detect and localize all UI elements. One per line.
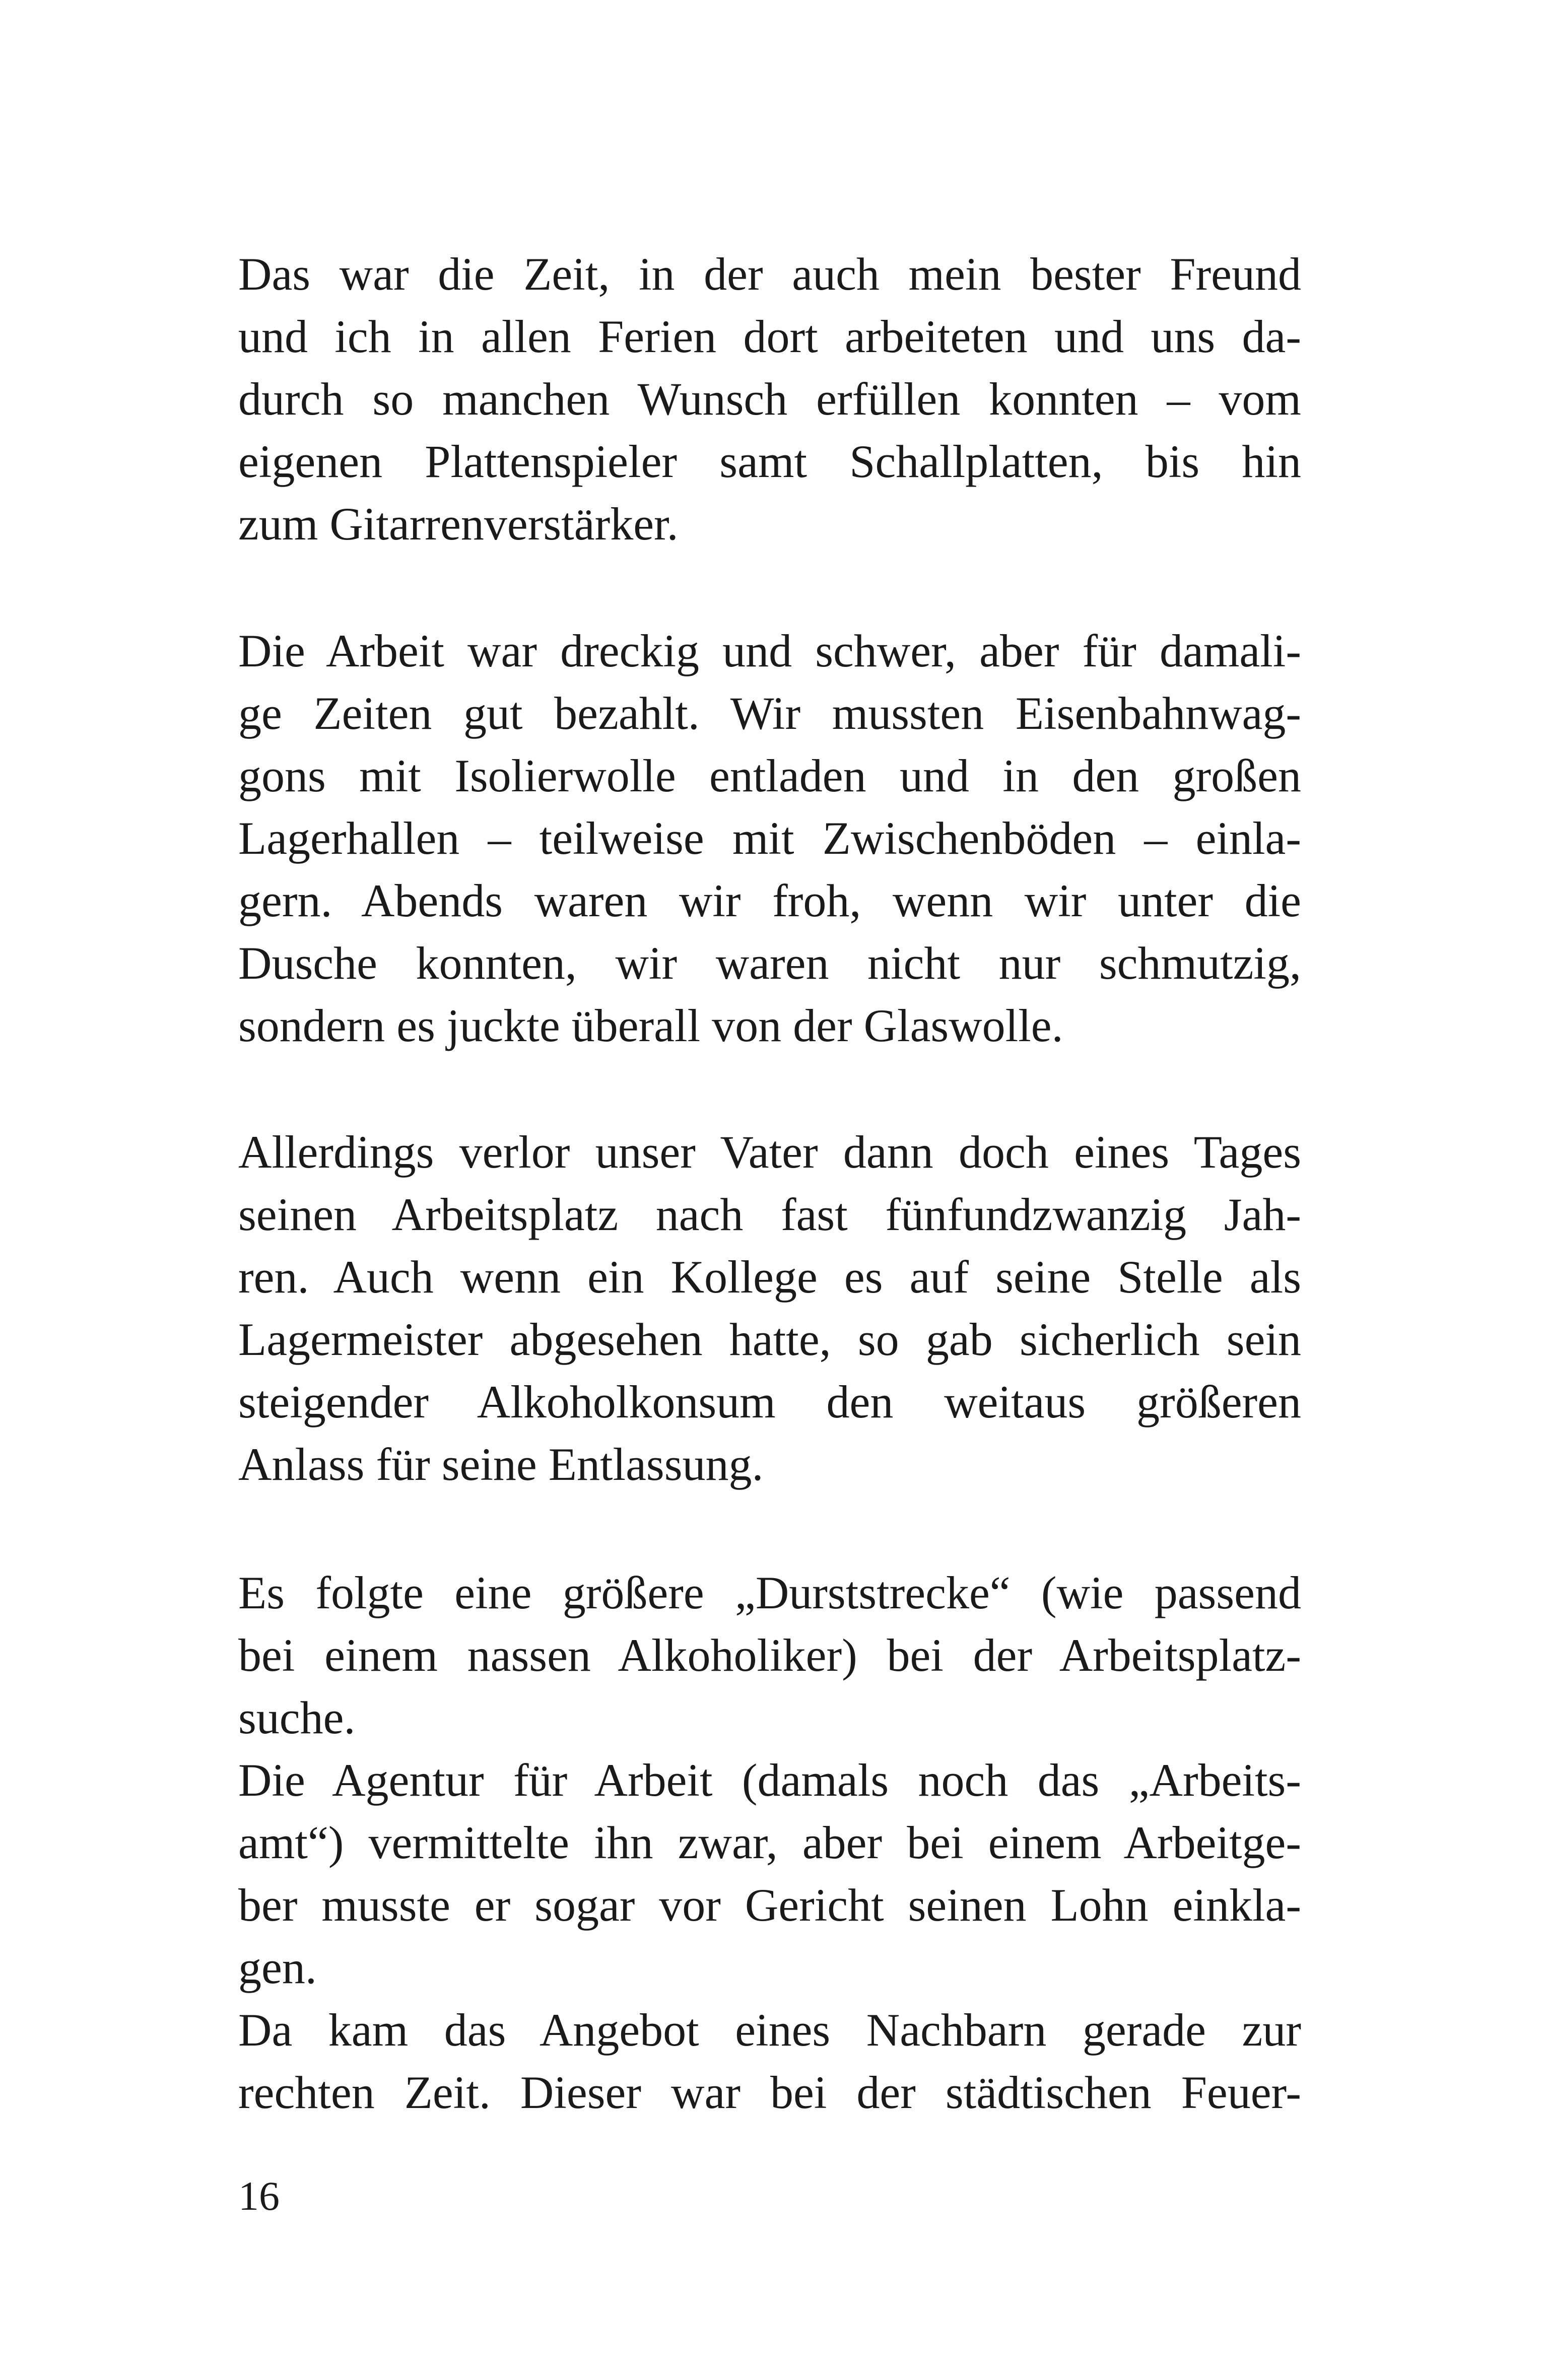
text-line: Allerdings verlor unser Vater dann doch eines Tages xyxy=(238,1126,1301,1178)
text-line: ber musste er sogar vor Gericht seinen Lohn einkla- xyxy=(238,1879,1301,1931)
paragraph-3 xyxy=(238,1121,1301,1495)
text-line: amt“) vermittelte ihn zwar, aber bei einem Arbeitge- xyxy=(238,1817,1301,1868)
text-line: durch so manchen Wunsch erfüllen konnten – vom xyxy=(238,373,1301,425)
paragraph-6 xyxy=(238,1999,1301,2124)
text-line: gen. xyxy=(238,1942,317,1993)
paragraph-2 xyxy=(238,620,1301,1057)
text-line: seinen Arbeitsplatz nach fast fünfundzwanzig Jah- xyxy=(238,1189,1301,1240)
paragraph-5 xyxy=(238,1749,1301,1999)
text-line: Da kam das Angebot eines Nachbarn gerade zur xyxy=(238,2004,1301,2056)
paragraph-1 xyxy=(238,243,1301,555)
text-line: und ich in allen Ferien dort arbeiteten und uns da- xyxy=(238,311,1301,362)
text-line: ge Zeiten gut bezahlt. Wir mussten Eisenbahnwag- xyxy=(238,688,1301,739)
text-line: zum Gitarrenverstärker. xyxy=(238,498,679,550)
text-line: Es folgte eine größere „Durststrecke“ (wie passend xyxy=(238,1567,1301,1618)
page-number: 16 xyxy=(238,2173,280,2219)
text-line: sondern es juckte überall von der Glaswolle. xyxy=(238,1000,1063,1051)
text-line: steigender Alkoholkonsum den weitaus größeren xyxy=(238,1376,1301,1427)
text-line: gern. Abends waren wir froh, wenn wir unter die xyxy=(238,875,1301,926)
paragraph-4 xyxy=(238,1561,1301,1749)
text-line: Lagermeister abgesehen hatte, so gab sicherlich sein xyxy=(238,1314,1301,1365)
text-line: rechten Zeit. Dieser war bei der städtischen Feuer- xyxy=(238,2067,1301,2118)
text-line: Lagerhallen – teilweise mit Zwischenböden – einla- xyxy=(238,812,1301,864)
text-line: ren. Auch wenn ein Kollege es auf seine Stelle als xyxy=(238,1251,1301,1303)
text-line: Die Agentur für Arbeit (damals noch das „Arbeits- xyxy=(238,1754,1301,1806)
text-line: eigenen Plattenspieler samt Schallplatten, bis hin xyxy=(238,436,1301,487)
text-line: Anlass für seine Entlassung. xyxy=(238,1439,764,1490)
text-line: suche. xyxy=(238,1692,356,1743)
text-line: bei einem nassen Alkoholiker) bei der Arbeitsplatz- xyxy=(238,1629,1301,1681)
text-line: Die Arbeit war dreckig und schwer, aber für damali- xyxy=(238,625,1301,676)
text-line: Das war die Zeit, in der auch mein bester Freund xyxy=(238,248,1301,300)
text-line: gons mit Isolierwolle entladen und in den großen xyxy=(238,750,1301,801)
text-line: Dusche konnten, wir waren nicht nur schmutzig, xyxy=(238,937,1301,989)
